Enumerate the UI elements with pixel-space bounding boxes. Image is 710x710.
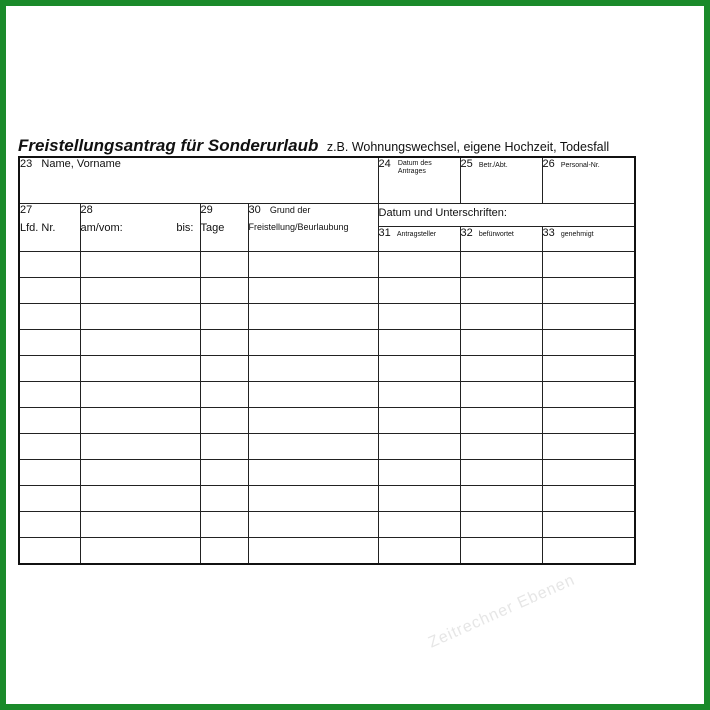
period-cell[interactable]: [80, 330, 200, 356]
signatures-header: [378, 204, 635, 227]
reason-cell[interactable]: [248, 538, 378, 565]
applicant-signature-cell[interactable]: [378, 512, 460, 538]
endorsed-signature-cell[interactable]: [460, 486, 542, 512]
period-cell[interactable]: [80, 434, 200, 460]
endorsed-signature-cell[interactable]: [460, 252, 542, 278]
period-cell[interactable]: [80, 486, 200, 512]
form-heading: [18, 136, 609, 156]
applicant-signature-cell[interactable]: [378, 304, 460, 330]
days-cell[interactable]: [200, 486, 248, 512]
period-cell[interactable]: [80, 538, 200, 565]
applicant-signature-cell[interactable]: [378, 408, 460, 434]
signatures-label: Datum und Unterschriften:: [378, 207, 507, 219]
endorsed-signature-cell[interactable]: [460, 538, 542, 565]
days-cell[interactable]: [200, 538, 248, 565]
field-number-24: 24: [378, 158, 391, 170]
period-cell[interactable]: [80, 460, 200, 486]
running-number-cell[interactable]: [19, 486, 80, 512]
days-cell[interactable]: [200, 434, 248, 460]
period-from-label: am/vom:: [80, 222, 123, 234]
request-date-label: Datum des Antrages: [397, 160, 432, 175]
table-row: [19, 382, 635, 408]
field-number-31: 31: [378, 227, 391, 239]
approved-signature-cell[interactable]: [542, 512, 635, 538]
approved-signature-cell[interactable]: [542, 434, 635, 460]
form-page: [6, 6, 704, 704]
endorsed-header: [460, 227, 542, 252]
department-label: Betr./Abt.: [478, 162, 508, 169]
reason-label-line2: Freistellung/Beurlaubung: [248, 222, 349, 232]
reason-cell[interactable]: [248, 304, 378, 330]
form-examples: z.B. Wohnungswechsel, eigene Hochzeit, Todesfall: [326, 140, 610, 154]
reason-cell[interactable]: [248, 278, 378, 304]
endorsed-signature-cell[interactable]: [460, 356, 542, 382]
approved-signature-cell[interactable]: [542, 460, 635, 486]
running-number-cell[interactable]: [19, 330, 80, 356]
approved-signature-cell[interactable]: [542, 382, 635, 408]
endorsed-signature-cell[interactable]: [460, 278, 542, 304]
days-cell[interactable]: [200, 382, 248, 408]
approved-signature-cell[interactable]: [542, 538, 635, 565]
endorsed-signature-cell[interactable]: [460, 382, 542, 408]
field-number-32: 32: [460, 227, 473, 239]
field-number-30: 30: [248, 204, 261, 216]
reason-cell[interactable]: [248, 252, 378, 278]
name-label: Name, Vorname: [41, 158, 121, 170]
table-row: [19, 486, 635, 512]
applicant-signature-cell[interactable]: [378, 356, 460, 382]
field-number-27: 27: [20, 204, 33, 216]
table-row: [19, 538, 635, 565]
days-cell[interactable]: [200, 460, 248, 486]
table-row: [19, 278, 635, 304]
days-cell[interactable]: [200, 408, 248, 434]
running-number-cell[interactable]: [19, 356, 80, 382]
request-date-field[interactable]: [378, 157, 460, 204]
watermark: Zeitrechner Ebenen: [426, 571, 578, 652]
applicant-signature-cell[interactable]: [378, 278, 460, 304]
reason-cell[interactable]: [248, 460, 378, 486]
reason-cell[interactable]: [248, 382, 378, 408]
applicant-signature-cell[interactable]: [378, 460, 460, 486]
reason-cell[interactable]: [248, 434, 378, 460]
entry-rows: [19, 252, 635, 565]
reason-cell[interactable]: [248, 486, 378, 512]
field-number-33: 33: [542, 227, 555, 239]
running-number-cell[interactable]: [19, 538, 80, 565]
field-number-26: 26: [542, 158, 555, 170]
applicant-signature-cell[interactable]: [378, 434, 460, 460]
period-cell[interactable]: [80, 382, 200, 408]
running-number-header: [19, 204, 80, 252]
applicant-signature-cell[interactable]: [378, 486, 460, 512]
endorsed-signature-cell[interactable]: [460, 330, 542, 356]
endorsed-label: befürwortet: [478, 231, 514, 238]
reason-label-line1: Grund der: [269, 205, 311, 215]
leave-request-table: [18, 156, 636, 565]
endorsed-signature-cell[interactable]: [460, 408, 542, 434]
table-row: [19, 304, 635, 330]
days-cell[interactable]: [200, 356, 248, 382]
running-number-cell[interactable]: [19, 278, 80, 304]
approved-label: genehmigt: [560, 231, 594, 238]
endorsed-signature-cell[interactable]: [460, 434, 542, 460]
running-number-cell[interactable]: [19, 512, 80, 538]
days-cell[interactable]: [200, 512, 248, 538]
form-title: Freistellungsantrag für Sonderurlaub: [18, 136, 319, 155]
applicant-signature-cell[interactable]: [378, 538, 460, 565]
running-number-cell[interactable]: [19, 460, 80, 486]
table-row: [19, 460, 635, 486]
period-cell[interactable]: [80, 252, 200, 278]
period-cell[interactable]: [80, 512, 200, 538]
days-cell[interactable]: [200, 304, 248, 330]
approved-signature-cell[interactable]: [542, 252, 635, 278]
period-cell[interactable]: [80, 408, 200, 434]
approved-signature-cell[interactable]: [542, 408, 635, 434]
personnel-number-field[interactable]: [542, 157, 635, 204]
table-row: [19, 252, 635, 278]
applicant-signature-cell[interactable]: [378, 252, 460, 278]
department-field[interactable]: [460, 157, 542, 204]
field-number-28: 28: [80, 204, 93, 216]
table-row: [19, 330, 635, 356]
running-number-cell[interactable]: [19, 434, 80, 460]
approved-signature-cell[interactable]: [542, 304, 635, 330]
days-header: [200, 204, 248, 252]
endorsed-signature-cell[interactable]: [460, 460, 542, 486]
applicant-signature-cell[interactable]: [378, 382, 460, 408]
days-cell[interactable]: [200, 330, 248, 356]
applicant-signature-cell[interactable]: [378, 330, 460, 356]
approved-signature-cell[interactable]: [542, 356, 635, 382]
reason-cell[interactable]: [248, 330, 378, 356]
running-number-cell[interactable]: [19, 382, 80, 408]
reason-header: [248, 204, 378, 252]
days-label: Tage: [200, 222, 225, 234]
reason-cell[interactable]: [248, 408, 378, 434]
applicant-header: [378, 227, 460, 252]
reason-cell[interactable]: [248, 356, 378, 382]
table-row: [19, 408, 635, 434]
running-number-cell[interactable]: [19, 304, 80, 330]
applicant-label: Antragsteller: [396, 231, 437, 238]
reason-cell[interactable]: [248, 512, 378, 538]
name-field[interactable]: [19, 157, 378, 204]
approved-signature-cell[interactable]: [542, 278, 635, 304]
period-cell[interactable]: [80, 304, 200, 330]
days-cell[interactable]: [200, 252, 248, 278]
table-row: [19, 356, 635, 382]
personnel-number-label: Personal-Nr.: [560, 162, 600, 169]
table-row: [19, 434, 635, 460]
period-header: [80, 204, 200, 252]
running-number-cell[interactable]: [19, 408, 80, 434]
endorsed-signature-cell[interactable]: [460, 304, 542, 330]
running-number-label: Lfd. Nr.: [20, 222, 56, 234]
approved-header: [542, 227, 635, 252]
field-number-29: 29: [200, 204, 213, 216]
approved-signature-cell[interactable]: [542, 486, 635, 512]
endorsed-signature-cell[interactable]: [460, 512, 542, 538]
field-number-23: 23: [20, 158, 33, 170]
days-cell[interactable]: [200, 278, 248, 304]
running-number-cell[interactable]: [19, 252, 80, 278]
field-number-25: 25: [460, 158, 473, 170]
table-row: [19, 512, 635, 538]
period-cell[interactable]: [80, 278, 200, 304]
approved-signature-cell[interactable]: [542, 330, 635, 356]
period-to-label: bis:: [176, 222, 194, 234]
period-cell[interactable]: [80, 356, 200, 382]
